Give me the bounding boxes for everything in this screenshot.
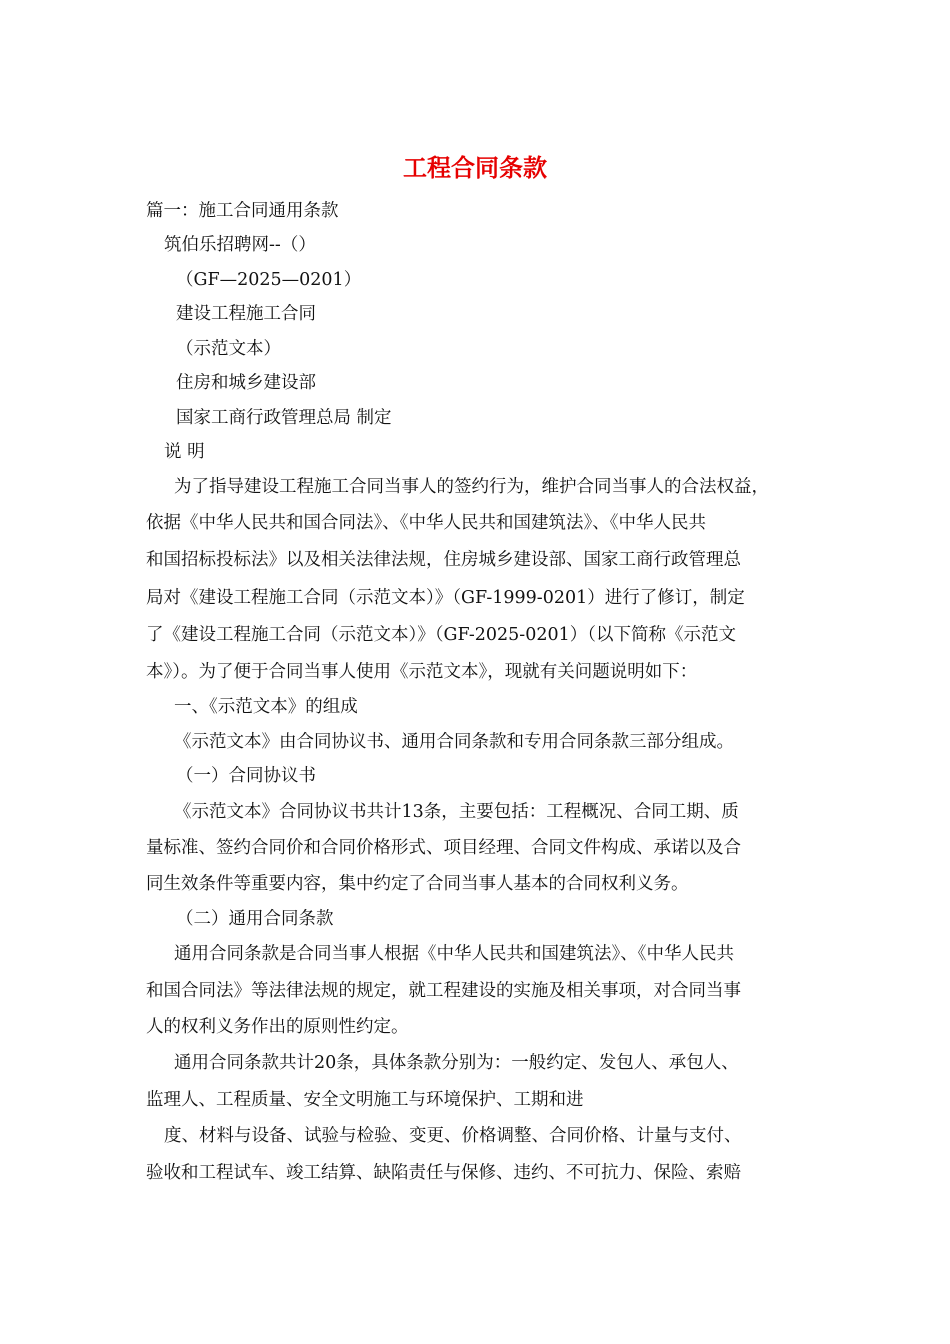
text-line: 和国招标投标法》以及相关法律法规，住房城乡建设部、国家工商行政管理总 <box>146 550 741 570</box>
text-line: 验收和工程试车、竣工结算、缺陷责任与保修、违约、不可抗力、保险、索赔 <box>146 1163 741 1183</box>
text-line: 量标准、签约合同价和合同价格形式、项目经理、合同文件构成、承诺以及合 <box>146 838 741 858</box>
text-line: 通用合同条款是合同当事人根据《中华人民共和国建筑法》、《中华人民共 <box>174 944 734 964</box>
text-line: 一、《示范文本》的组成 <box>174 697 358 717</box>
text-line: 说 明 <box>164 442 205 462</box>
text-line: 人的权利义务作出的原则性约定。 <box>146 1017 409 1037</box>
text-line: 度、材料与设备、试验与检验、变更、价格调整、合同价格、计量与支付、 <box>164 1126 742 1146</box>
text-line: 依据《中华人民共和国合同法》、《中华人民共和国建筑法》、《中华人民共 <box>146 513 706 533</box>
text-line: 为了指导建设工程施工合同当事人的签约行为，维护合同当事人的合法权益， <box>174 477 769 497</box>
text-line: 《示范文本》由合同协议书、通用合同条款和专用合同条款三部分组成。 <box>174 732 734 752</box>
text-line: 通用合同条款共计20条，具体条款分别为：一般约定、发包人、承包人、 <box>174 1053 739 1073</box>
text-line: （二）通用合同条款 <box>176 909 334 929</box>
text-line: 筑伯乐招聘网--（） <box>164 235 316 255</box>
text-line: 国家工商行政管理总局 制定 <box>176 408 392 428</box>
text-line: 局对《建设工程施工合同（示范文本）》（GF-1999-0201）进行了修订，制定 <box>146 588 745 608</box>
text-line: 监理人、工程质量、安全文明施工与环境保护、工期和进 <box>146 1090 584 1110</box>
text-line: 了《建设工程施工合同（示范文本）》（GF-2025-0201）（以下简称《示范文 <box>146 625 736 645</box>
text-line: 建设工程施工合同 <box>176 304 316 324</box>
document-title: 工程合同条款 <box>403 153 547 182</box>
text-line: 同生效条件等重要内容，集中约定了合同当事人基本的合同权利义务。 <box>146 874 689 894</box>
text-line: （一）合同协议书 <box>176 766 316 786</box>
text-line: （GF—2025—0201） <box>176 270 362 290</box>
text-line: 住房和城乡建设部 <box>176 373 316 393</box>
text-line: 本》）。为了便于合同当事人使用《示范文本》，现就有关问题说明如下： <box>146 662 698 682</box>
text-line: 《示范文本》合同协议书共计13条，主要包括：工程概况、合同工期、质 <box>174 802 739 822</box>
text-line: （示范文本） <box>176 339 281 359</box>
text-line: 和国合同法》等法律法规的规定，就工程建设的实施及相关事项，对合同当事 <box>146 981 741 1001</box>
text-line: 篇一：施工合同通用条款 <box>146 201 339 221</box>
